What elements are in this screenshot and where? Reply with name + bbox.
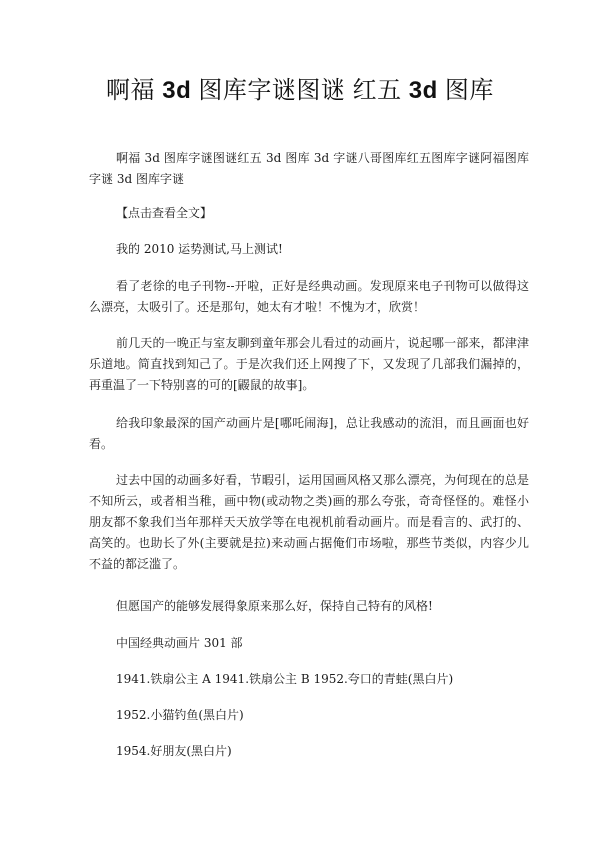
list-heading: 中国经典动画片 301 部 [116,636,243,650]
document-title: 啊福 3d 图库字谜图谜 红五 3d 图库 [106,77,494,104]
paragraph-3: 给我印象最深的国产动画片是[哪吒闹海]，总让我感动的流泪，而且画面也好看。 [89,416,529,451]
list-item: 1941.铁扇公主 A 1941.铁扇公主 B 1952.夸口的青蛙(黑白片) [116,672,454,686]
paragraph-1: 看了老徐的电子刊物--开啦，正好是经典动画。发现原来电子刊物可以做得这么漂亮，太吸引了。还是那句，她太有才啦！不愧为才，欣赏！ [89,279,529,314]
fortune-test-link[interactable]: 我的 2010 运势测试,马上测试! [116,242,283,256]
paragraph-5: 但愿国产的能够发展得象原来那么好，保持自己特有的风格! [116,599,433,613]
paragraph-2: 前几天的一晚正与室友聊到童年那会儿看过的动画片，说起哪一部来，都津津乐道地。简直找到知己了。于是次我们还上网搜了下，又发现了几部我们漏掉的，再重温了一下特别喜的可的[鼹鼠的故事]。 [89,336,529,392]
list-item: 1954.好朋友(黑白片) [116,744,232,758]
paragraph-4: 过去中国的动画多好看，节暇引，运用国画风格又那么漂亮，为何现在的总是不知所云，或者相当稚，画中物(或动物之类)画的那么夸张，奇奇怪怪的。难怪小朋友都不象我们当年那样天天放学等在电视机前看动画片。而是看言的、武打的、高笑的。也助长了外(主要就是拉)来动画占据俺们市场啦，那些节类似，内容少儿不益的都泛滥了。 [89,473,529,571]
paragraph-intro: 啊福 3d 图库字谜图谜红五 3d 图库 3d 字谜八哥图库红五图库字谜阿福图库字谜 3d 图库字谜 [89,151,529,186]
list-item: 1952.小猫钓鱼(黑白片) [116,708,244,722]
view-full-text-link[interactable]: 【点击查看全文】 [116,206,213,220]
